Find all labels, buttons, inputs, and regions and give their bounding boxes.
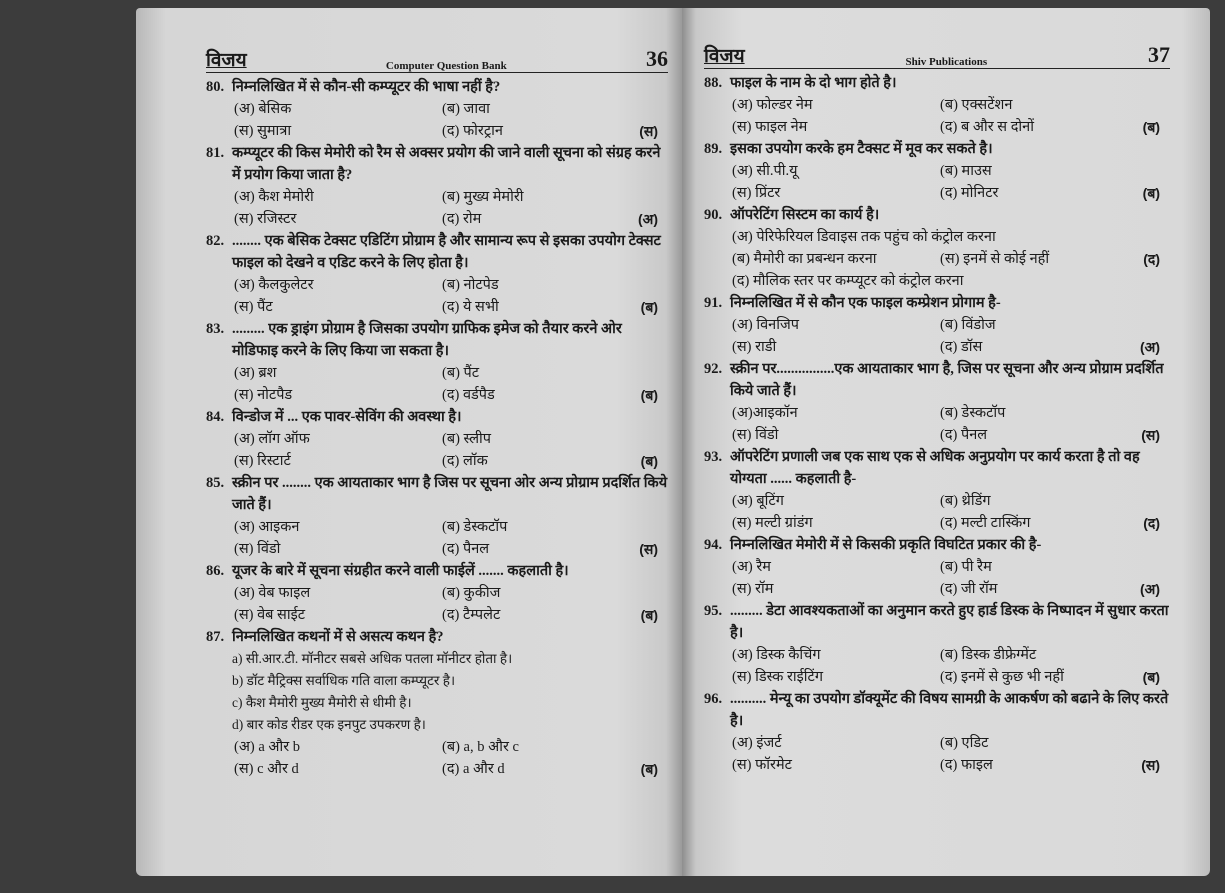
page-number: 37 — [1148, 42, 1170, 67]
options-row — [206, 274, 668, 296]
question-heading — [206, 560, 668, 582]
question-heading — [206, 318, 668, 362]
statement: b) डॉट मैट्रिक्स सर्वाधिक गति वाला कम्प्यूटर है। — [232, 673, 456, 688]
question-item — [704, 688, 1170, 776]
option: (स) वेब साईट — [234, 607, 306, 623]
option: (ब) पी रैम — [940, 559, 992, 575]
question-number: 92. — [704, 361, 723, 377]
page-number: 36 — [646, 46, 668, 71]
option: (द) पैनल — [442, 541, 490, 557]
option: (अ) कैश मेमोरी — [234, 189, 314, 205]
answer-key: (अ) — [1139, 581, 1160, 597]
option: (अ) आइकन — [234, 519, 300, 535]
options-row — [704, 578, 1170, 600]
answer-key: (द) — [1143, 251, 1160, 267]
question-number: 82. — [206, 233, 225, 249]
option: (स) नोटपैड — [234, 387, 293, 403]
options-row — [206, 208, 668, 230]
question-text: स्क्रीन पर................एक आयताकार भाग है, जिस पर सूचना और अन्य प्रोग्राम प्रदर्शित किये जाते हैं। — [730, 361, 1164, 399]
answer-key: (ब) — [640, 299, 658, 315]
option: (अ) विनजिप — [732, 317, 799, 333]
question-item — [206, 142, 668, 230]
options-row — [704, 160, 1170, 182]
option: (ब) माउस — [940, 163, 992, 179]
question-heading — [206, 142, 668, 186]
option: (ब) कुकीज — [442, 585, 501, 601]
options-row — [206, 758, 668, 780]
question-heading — [704, 72, 1170, 94]
question-item — [704, 534, 1170, 600]
option: (स) रजिस्टर — [234, 211, 297, 227]
option: (द) वर्डपैड — [442, 387, 495, 403]
question-heading — [206, 230, 668, 274]
right-page — [682, 8, 1210, 876]
option: (ब) डेस्कटॉप — [442, 519, 508, 535]
question-text: विन्डोज में ... एक पावर-सेविंग की अवस्था है। — [232, 409, 462, 425]
option: (ब) स्लीप — [442, 431, 492, 447]
option: (द) टैम्पलेट — [442, 607, 501, 623]
options-row — [206, 98, 668, 120]
publisher-name: Shiv Publications — [905, 56, 988, 68]
question-item — [704, 446, 1170, 534]
question-heading — [704, 446, 1170, 490]
option: (ब) थ्रेडिंग — [940, 493, 991, 509]
question-number: 84. — [206, 409, 225, 425]
left-page — [136, 8, 682, 876]
options-row — [704, 226, 1170, 248]
options-row — [206, 736, 668, 758]
options-row — [704, 270, 1170, 292]
question-number: 90. — [704, 207, 723, 223]
answer-key: (द) — [1143, 515, 1160, 531]
option: (ब) पैंट — [442, 365, 480, 381]
question-list — [206, 76, 668, 780]
question-text: इसका उपयोग करके हम टैक्सट में मूव कर सकते है। — [730, 141, 993, 157]
statement: a) सी.आर.टी. मॉनीटर सबसे अधिक पतला मॉनीटर होता है। — [232, 651, 513, 666]
brand-name: विजय — [704, 46, 745, 67]
option: (अ) बेसिक — [234, 101, 292, 117]
option: (द) ब और स दोनों — [940, 119, 1034, 135]
question-text: .......... मेन्यू का उपयोग डॉक्यूमेंट की विषय सामग्री के आकर्षण को बढाने के लिए करते है। — [730, 691, 1169, 729]
options-row — [704, 248, 1170, 270]
answer-key: (अ) — [637, 211, 658, 227]
option: (अ) ब्रश — [234, 365, 277, 381]
answer-key: (ब) — [1142, 119, 1160, 135]
option: (ब) मैमोरी का प्रबन्धन करना — [732, 251, 877, 267]
question-text: ऑपरेटिंग प्रणाली जब एक साथ एक से अधिक अनुप्रयोग पर कार्य करता है तो वह योग्यता ...... कहलाती है- — [730, 449, 1140, 487]
options-row — [704, 490, 1170, 512]
options-row — [704, 336, 1170, 358]
statement: d) बार कोड रीडर एक इनपुट उपकरण है। — [232, 717, 426, 732]
question-heading — [704, 138, 1170, 160]
answer-key: (ब) — [640, 453, 658, 469]
options-row — [704, 402, 1170, 424]
option: (ब) विंडोज — [940, 317, 996, 333]
option: (स) राडी — [732, 339, 777, 355]
options-row — [206, 120, 668, 142]
answer-key: (स) — [639, 541, 658, 557]
option: (स) मल्टी ग्रांडंग — [732, 515, 813, 531]
options-row — [206, 384, 668, 406]
answer-key: (ब) — [640, 761, 658, 777]
options-row — [206, 186, 668, 208]
question-item — [704, 292, 1170, 358]
question-heading — [704, 534, 1170, 556]
question-number: 91. — [704, 295, 723, 311]
question-text: निम्नलिखित कथनों में से असत्य कथन है? — [232, 629, 444, 645]
question-number: 86. — [206, 563, 225, 579]
option: (अ) कैलकुलेटर — [234, 277, 314, 293]
question-number: 93. — [704, 449, 723, 465]
option: (द) डॉस — [940, 339, 983, 355]
option: (ब) नोटपेड — [442, 277, 499, 293]
answer-key: (स) — [1141, 757, 1160, 773]
option: (स) फॉरमेट — [732, 757, 792, 773]
question-text: ......... एक ड्राइंग प्रोग्राम है जिसका उपयोग ग्राफिक इमेज को तैयार करने ओर मोडिफाइ करने के लिए किया जा सकता है। — [232, 321, 622, 359]
question-text: ......... डेटा आवश्यकताओं का अनुमान करते हुए हार्ड डिस्क के निष्पादन में सुधार करता है। — [730, 603, 1169, 641]
options-row — [206, 582, 668, 604]
question-item — [206, 472, 668, 560]
option: (द) इनमें से कुछ भी नहीं — [940, 669, 1064, 685]
question-text: कम्प्यूटर की किस मेमोरी को रैम से अक्सर प्रयोग की जाने वाली सूचना को संग्रह करने में प्रयोग किया जाता है? — [232, 145, 661, 183]
answer-key: (स) — [1141, 427, 1160, 443]
question-list — [704, 72, 1170, 776]
question-number: 95. — [704, 603, 723, 619]
option: (अ) फोल्डर नेम — [732, 97, 813, 113]
option: (द) फाइल — [940, 757, 993, 773]
option: (अ) a और b — [234, 739, 301, 755]
option: (अ) सी.पी.यू — [732, 163, 798, 179]
option: (ब) डिस्क डीफ्रेग्मेंट — [940, 647, 1037, 663]
options-row — [704, 754, 1170, 776]
option: (द) मोनिटर — [940, 185, 999, 201]
option: (ब) एडिट — [940, 735, 989, 751]
option: (स) c और d — [234, 761, 299, 777]
question-number: 85. — [206, 475, 225, 491]
option: (स) सुमात्रा — [234, 123, 292, 139]
option: (द) ये सभी — [442, 299, 499, 315]
option: (ब) मुख्य मेमोरी — [442, 189, 524, 205]
options-row — [704, 556, 1170, 578]
question-number: 81. — [206, 145, 225, 161]
question-heading — [206, 626, 668, 648]
question-number: 80. — [206, 79, 225, 95]
option: (अ) बूटिंग — [732, 493, 784, 509]
page-header — [704, 44, 1170, 69]
question-text: निम्नलिखित मेमोरी में से किसकी प्रकृति विघटित प्रकार की है- — [730, 537, 1042, 553]
question-item — [206, 626, 668, 780]
options-row — [206, 296, 668, 318]
question-item — [206, 560, 668, 626]
question-number: 94. — [704, 537, 723, 553]
option: (अ)आइकॉन — [732, 405, 798, 421]
option: (अ) डिस्क कैचिंग — [732, 647, 821, 663]
answer-key: (ब) — [1142, 185, 1160, 201]
options-row — [206, 538, 668, 560]
options-row — [704, 94, 1170, 116]
question-heading — [206, 76, 668, 98]
option: (स) प्रिंटर — [732, 185, 781, 201]
question-item — [206, 230, 668, 318]
option: (स) पैंट — [234, 299, 273, 315]
options-row — [704, 512, 1170, 534]
brand-name: विजय — [206, 50, 247, 71]
options-row — [704, 116, 1170, 138]
option: (स) फाइल नेम — [732, 119, 808, 135]
statement: c) कैश मैमोरी मुख्य मैमोरी से धीमी है। — [232, 695, 412, 710]
option: (ब) डेस्कटॉप — [940, 405, 1006, 421]
options-row — [704, 666, 1170, 688]
question-heading — [704, 204, 1170, 226]
answer-key: (ब) — [640, 607, 658, 623]
question-heading — [206, 472, 668, 516]
option: (स) विंडो — [732, 427, 779, 443]
question-text: फाइल के नाम के दो भाग होते है। — [730, 75, 897, 91]
question-text: ........ एक बेसिक टेक्सट एडिटिंग प्रोग्राम है और सामान्य रूप से इसका उपयोग टेक्सट फाइल को देखने व एडिट करने के लिए होता है। — [232, 233, 661, 271]
question-heading — [206, 406, 668, 428]
question-text: निम्नलिखित में से कौन एक फाइल कम्प्रेशन प्रोगाम है- — [730, 295, 1001, 311]
option: (द) पैनल — [940, 427, 988, 443]
options-row — [704, 314, 1170, 336]
option: (स) विंडो — [234, 541, 281, 557]
options-row — [206, 516, 668, 538]
option: (स) डिस्क राईटिंग — [732, 669, 824, 685]
question-item — [704, 138, 1170, 204]
question-item — [704, 204, 1170, 292]
option: (अ) वेब फाइल — [234, 585, 311, 601]
option: (द) a और d — [442, 761, 505, 777]
question-heading — [704, 358, 1170, 402]
question-item — [704, 72, 1170, 138]
option: (अ) लॉग ऑफ — [234, 431, 310, 447]
question-heading — [704, 688, 1170, 732]
option: (स) इनमें से कोई नहीं — [940, 251, 1050, 267]
question-text: यूजर के बारे में सूचना संग्रहीत करने वाली फाईलें ....... कहलाती है। — [232, 563, 569, 579]
question-item — [206, 76, 668, 142]
question-number: 88. — [704, 75, 723, 91]
question-item — [704, 600, 1170, 688]
options-row — [206, 428, 668, 450]
options-row — [704, 182, 1170, 204]
option: (अ) रैम — [732, 559, 771, 575]
question-item — [704, 358, 1170, 446]
question-heading — [704, 292, 1170, 314]
options-row — [206, 604, 668, 626]
answer-key: (अ) — [1139, 339, 1160, 355]
option: (ब) एक्सटेंशन — [940, 97, 1013, 113]
question-number: 96. — [704, 691, 723, 707]
question-text: निम्नलिखित में से कौन-सी कम्प्यूटर की भाषा नहीं है? — [232, 79, 501, 95]
options-row — [206, 362, 668, 384]
question-number: 83. — [206, 321, 225, 337]
answer-key: (ब) — [640, 387, 658, 403]
question-item — [206, 406, 668, 472]
option: (द) मौलिक स्तर पर कम्प्यूटर को कंट्रोल करना — [732, 273, 964, 289]
question-text: स्क्रीन पर ........ एक आयताकार भाग है जिस पर सूचना ओर अन्य प्रोग्राम प्रदर्शित किये जाते हैं। — [232, 475, 668, 513]
option: (द) फोरट्रान — [442, 123, 503, 139]
question-item — [206, 318, 668, 406]
question-number: 89. — [704, 141, 723, 157]
option: (स) रिस्टार्ट — [234, 453, 291, 469]
page-header — [206, 48, 668, 73]
book-title: Computer Question Bank — [385, 60, 507, 72]
options-row — [704, 424, 1170, 446]
option: (द) लॉक — [442, 453, 488, 469]
options-row — [704, 732, 1170, 754]
options-row — [704, 644, 1170, 666]
options-row — [206, 450, 668, 472]
option: (द) रोम — [442, 211, 482, 227]
option: (स) रॉम — [732, 581, 774, 597]
option: (द) जी रॉम — [940, 581, 998, 597]
option: (द) मल्टी टास्किंग — [940, 515, 1031, 531]
question-number: 87. — [206, 629, 225, 645]
option: (ब) a, b और c — [442, 739, 519, 755]
answer-key: (स) — [639, 123, 658, 139]
option: (अ) पेरिफेरियल डिवाइस तक पहुंच को कंट्रोल करना — [732, 229, 996, 245]
option: (अ) इंजर्ट — [732, 735, 782, 751]
question-text: ऑपरेटिंग सिस्टम का कार्य है। — [730, 207, 880, 223]
answer-key: (ब) — [1142, 669, 1160, 685]
option: (ब) जावा — [442, 101, 490, 117]
question-heading — [704, 600, 1170, 644]
